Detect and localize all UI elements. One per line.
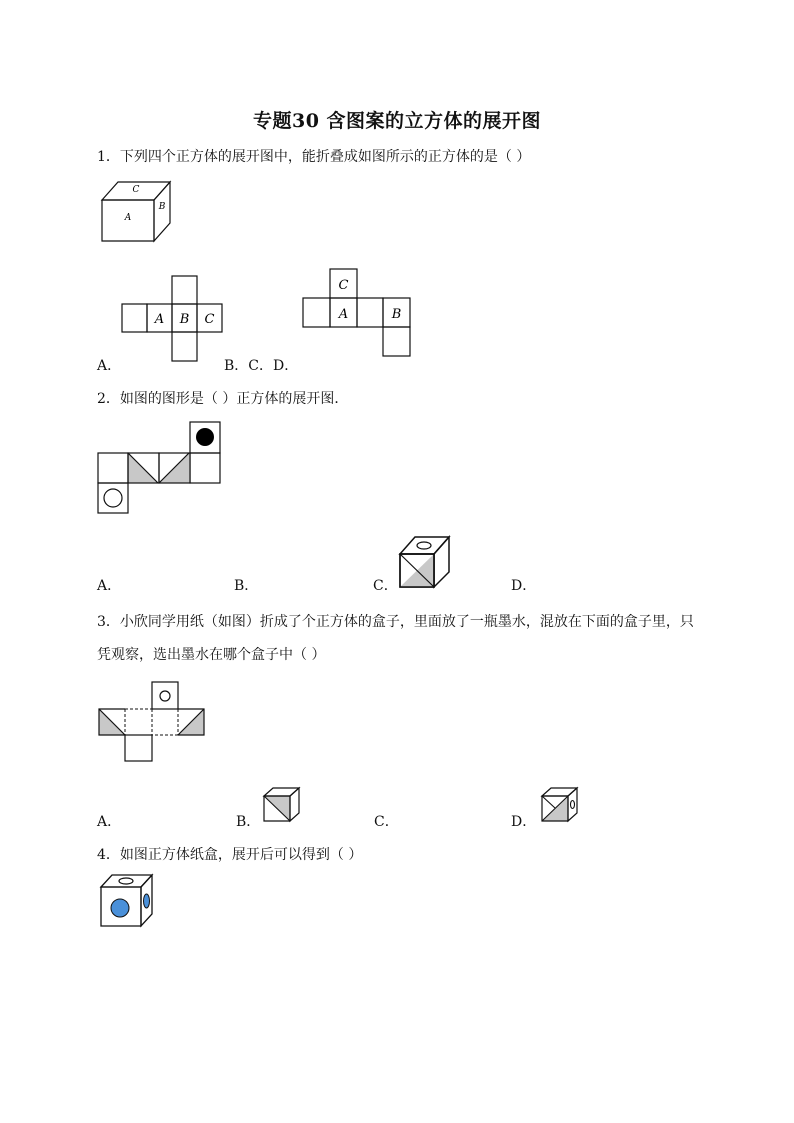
q2-net-figure [97,421,223,515]
q3-option-d-cube [539,786,581,824]
q3-option-c: C． [374,814,399,830]
q2-option-a: A． [97,578,122,594]
question-2-stem: 2．如图的图形是（ ）正方体的展开图． [97,391,349,407]
q4-cube-figure [98,872,156,928]
question-3-stem-line-1: 3．小欣同学用纸（如图）折成了个正方体的盒子，里面放了一瓶墨水，混放在下面的盒子里，只 [97,614,694,630]
question-3-stem-line-2: 凭观察，选出墨水在哪个盒子中（ ） [97,647,326,663]
q3-net-figure [98,681,206,763]
q1-cube-label-front: A [124,213,132,223]
q3-option-a: A． [97,814,122,830]
question-4-stem: 4．如图正方体纸盒，展开后可以得到（ ） [97,847,363,863]
question-1-stem: 1．下列四个正方体的展开图中，能折叠成如图所示的正方体的是（ ） [97,149,531,165]
q4-front-blue-circle [111,899,129,917]
page-title: 专题30 含图案的立方体的展开图 [252,110,542,132]
q1-net-a-label-c: C [204,312,215,327]
q3-option-b: B． [236,814,261,830]
q2-option-d: D． [511,578,537,594]
q1-option-a: A． [97,358,122,374]
q1-net-b-label-a: A [338,307,349,322]
q2-option-c-cube [396,534,454,590]
q1-net-a-label-b: B [179,312,190,327]
q1-net-a-label-a: A [154,312,165,327]
q2-black-dot [196,428,214,446]
q1-cube-figure [98,178,174,244]
q1-net-a [121,275,224,363]
q4-top-ellipse [119,878,133,884]
q1-net-b-label-c: C [338,278,349,293]
q3-hollow-circle [160,691,170,701]
q1-net-b-label-b: B [391,307,402,322]
q4-right-blue-ellipse [144,894,150,908]
q3-option-d: D． [511,814,537,830]
q1-cube-label-right: B [158,202,166,212]
q1-cube-label-top: C [132,185,140,195]
q1-options-bcd: B．C．D． [224,358,299,374]
q1-net-b [302,268,412,358]
q2-hollow-circle [104,489,122,507]
q2-option-c: C． [373,578,398,594]
q3-option-b-cube [261,786,303,824]
q2-option-b: B． [234,578,259,594]
